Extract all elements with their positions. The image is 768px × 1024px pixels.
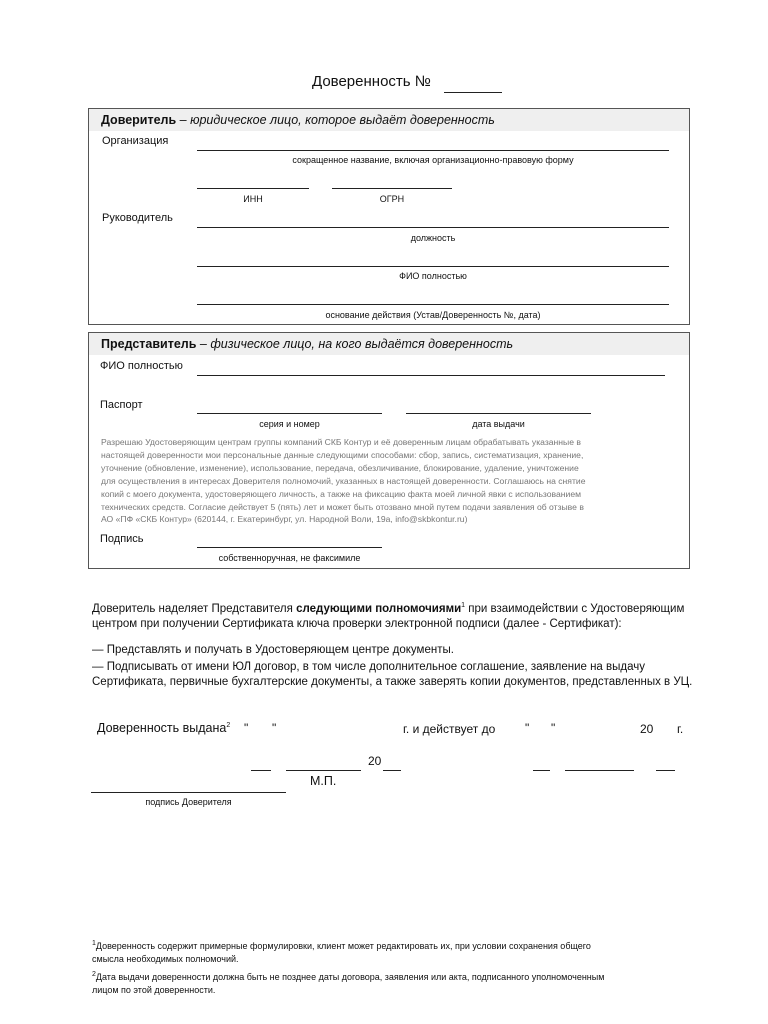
consent-line: уточнение (обновление, изменение), использование, передача, обезличивание, блокирование, удаление, уничтожение	[101, 462, 579, 473]
head-label: Руководитель	[102, 212, 173, 224]
principal-header	[89, 109, 689, 131]
number-field[interactable]	[444, 92, 502, 93]
passport-issue-caption: дата выдачи	[472, 419, 525, 429]
org-label: Организация	[102, 135, 169, 147]
footnote-2: $^2$Дата выдачи доверенности должна быть не позднее даты договора, заявления или акта, подписанного уполномоченным лицом по этой доверенности.	[92, 971, 605, 995]
passport-series-caption: серия и номер	[259, 419, 320, 429]
until-quote-close: "	[551, 721, 556, 735]
power-item-2: — Подписывать от имени ЮЛ договор, в том числе дополнительное соглашение, заявление на выдачу Сертификата, первичные бухгалтерские документы, а также заверять копии документов, представленных в УЦ.	[92, 661, 693, 688]
issued-quote-close: "	[272, 721, 277, 735]
consent-line: АО «ПФ «СКБ Контур» (620144, г. Екатеринбург, ул. Народной Воли, 19а, info@skbkontur.ru)	[101, 514, 468, 525]
position-caption: должность	[410, 233, 456, 243]
page-title: Доверенность №	[312, 73, 431, 90]
principal-header-desc: – юридическое лицо, которое выдаёт доверенность	[176, 113, 495, 127]
rep-sign-field[interactable]	[197, 547, 382, 548]
consent-line: настоящей доверенности мои персональные данные следующими способами: сбор, запись, систематизация, хранение,	[101, 449, 584, 460]
issue-year-field[interactable]	[383, 770, 401, 771]
consent-text	[101, 436, 686, 526]
powers-paragraph	[92, 598, 712, 632]
principal-section	[88, 108, 690, 325]
issued-label: Доверенность выдана$^2$	[97, 721, 231, 735]
issued-quote-open: "	[244, 721, 249, 735]
consent-line: для осуществления в интересах Доверителя полномочий, указанных в настоящей доверенности. Соглашаюсь на снятие	[101, 475, 586, 486]
head-fio-caption: ФИО полностью	[399, 271, 467, 281]
until-year-suffix: г.	[677, 722, 684, 736]
until-quote-open: "	[525, 721, 530, 735]
consent-line: технических средств. Согласие действует 5 (пять) лет и может быть отозвано мной путем подачи заявления об отзыве в	[101, 501, 584, 512]
representative-header-desc: – физическое лицо, на кого выдаётся доверенность	[196, 337, 514, 351]
until-year-prefix: 20	[640, 722, 654, 736]
issue-year-prefix: 20	[368, 754, 382, 768]
inn-field[interactable]	[197, 188, 309, 189]
principal-sign-field[interactable]	[91, 792, 286, 793]
until-month-field[interactable]	[565, 770, 634, 771]
passport-series-field[interactable]	[197, 413, 382, 414]
head-fio-field[interactable]	[197, 266, 669, 267]
basis-caption: основание действия (Устав/Доверенность №, дата)	[325, 310, 541, 320]
power-item-1: — Представлять и получать в Удостоверяющем центре документы.	[92, 644, 454, 656]
representative-header-bold: Представитель	[101, 337, 197, 351]
rep-fio-field[interactable]	[197, 375, 665, 376]
representative-header	[89, 333, 689, 355]
org-caption: сокращенное название, включая организационно-правовую форму	[292, 155, 574, 165]
passport-label: Паспорт	[100, 399, 143, 411]
principal-sign-caption: подпись Доверителя	[145, 797, 232, 807]
issue-day-field[interactable]	[251, 770, 271, 771]
inn-caption: ИНН	[243, 194, 263, 204]
ogrn-caption: ОГРН	[379, 194, 405, 204]
ogrn-field[interactable]	[332, 188, 452, 189]
consent-line: Разрешаю Удостоверяющим центрам группы компаний СКБ Контур и её доверенным лицам обрабатывать указанные в	[101, 437, 581, 447]
footnote-1: $^1$Доверенность содержит примерные формулировки, клиент может редактировать их, при условии сохранения общего смысла необходимых полномочий.	[92, 940, 591, 964]
valid-until-label: г. и действует до	[403, 722, 496, 736]
powers-line-1: Доверитель наделяет Представителя следующими полномочиями$^1$ при взаимодействии с Удостоверяющим	[92, 602, 685, 615]
consent-line: копий с моего документа, удостоверяющего личность, а также на фиксацию факта моей личной явки с использованием	[101, 488, 582, 499]
org-field[interactable]	[197, 150, 669, 151]
sign-label: Подпись	[100, 533, 144, 545]
powers-line-2: центром при получении Сертификата ключа проверки электронной подписи (далее - Сертификат):	[92, 617, 622, 630]
stamp-place: М.П.	[310, 774, 337, 788]
until-day-field[interactable]	[533, 770, 550, 771]
rep-sign-caption: собственноручная, не факсимиле	[218, 553, 361, 563]
passport-issue-field[interactable]	[406, 413, 591, 414]
issue-month-field[interactable]	[286, 770, 361, 771]
basis-field[interactable]	[197, 304, 669, 305]
principal-header-bold: Доверитель	[101, 113, 177, 127]
until-year-field[interactable]	[656, 770, 675, 771]
rep-fio-label: ФИО полностью	[100, 360, 183, 372]
position-field[interactable]	[197, 227, 669, 228]
